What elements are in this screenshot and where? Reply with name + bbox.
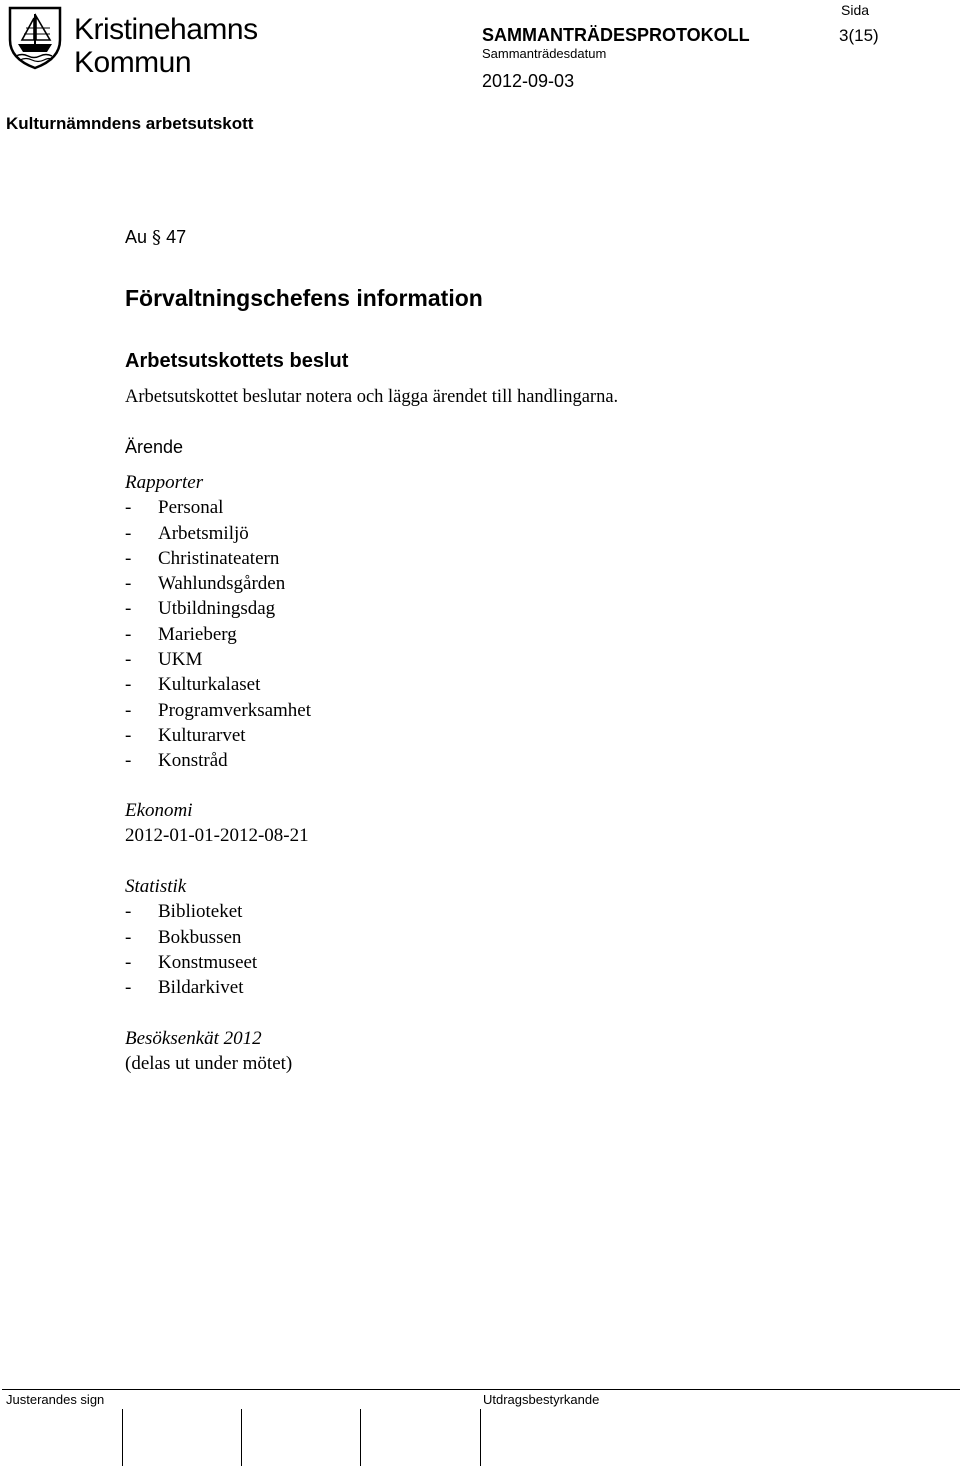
list-item (125, 899, 257, 924)
list-dash: - (125, 623, 132, 645)
list-item-label: Konstråd (158, 750, 228, 772)
paragraph-prefix: Au (125, 227, 148, 247)
survey-heading: Besöksenkät 2012 (125, 1028, 262, 1049)
survey-section (125, 1026, 292, 1077)
list-dash: - (125, 674, 132, 696)
signature-box-divider (122, 1409, 123, 1466)
list-item (125, 723, 311, 748)
economy-section (125, 798, 309, 849)
reports-heading: Rapporter (125, 472, 204, 493)
page-label: Sida (841, 2, 870, 18)
survey-note: (delas ut under mötet) (125, 1053, 293, 1075)
logo-text-line1: Kristinehamns (74, 13, 258, 46)
paragraph-number: 47 (166, 227, 187, 247)
meeting-date-label: Sammanträdesdatum (482, 46, 607, 61)
statistics-section (125, 874, 257, 1000)
list-item (125, 495, 311, 520)
list-dash: - (125, 901, 132, 923)
decision-text: Arbetsutskottet beslutar notera och lägga ärendet till handlingarna. (125, 387, 619, 407)
list-dash: - (125, 547, 132, 569)
list-item (125, 521, 311, 546)
list-item-label: Kulturkalaset (158, 674, 261, 696)
economy-heading: Ekonomi (125, 800, 193, 821)
list-dash: - (125, 750, 132, 772)
list-dash: - (125, 926, 132, 948)
statistics-heading: Statistik (125, 876, 187, 897)
list-dash: - (125, 724, 132, 746)
list-dash: - (125, 699, 132, 721)
list-dash: - (125, 522, 132, 544)
economy-period: 2012-01-01-2012-08-21 (125, 825, 309, 847)
document-type: SAMMANTRÄDESPROTOKOLL (482, 25, 750, 45)
reports-list (125, 495, 311, 773)
list-item (125, 748, 311, 773)
ship-crest-icon (6, 4, 64, 70)
list-item-label: Biblioteket (158, 901, 243, 923)
list-dash: - (125, 598, 132, 620)
statistics-list (125, 899, 257, 1000)
list-item-label: Personal (158, 497, 224, 519)
list-item (125, 571, 311, 596)
matter-heading: Ärende (125, 437, 184, 457)
page-number: 3(15) (839, 26, 879, 45)
list-item-label: Arbetsmiljö (158, 522, 249, 544)
list-item-label: Marieberg (158, 623, 237, 645)
list-item-label: Bokbussen (158, 926, 242, 948)
footer-divider (2, 1389, 960, 1390)
committee-name: Kulturnämndens arbetsutskott (6, 114, 254, 133)
list-item (125, 925, 257, 950)
list-item (125, 622, 311, 647)
list-item-label: UKM (158, 649, 203, 671)
reports-section (125, 470, 311, 774)
list-item-label: Wahlundsgården (158, 573, 286, 595)
signature-box-divider (241, 1409, 242, 1466)
list-item-label: Christinateatern (158, 547, 280, 569)
list-item (125, 975, 257, 1000)
list-dash: - (125, 649, 132, 671)
signature-box-divider (360, 1409, 361, 1466)
list-dash: - (125, 951, 132, 973)
list-item (125, 596, 311, 621)
list-dash: - (125, 977, 132, 999)
logo-text-line2: Kommun (74, 46, 192, 79)
list-item-label: Utbildningsdag (158, 598, 276, 620)
list-item-label: Kulturarvet (158, 724, 246, 746)
page-title: Förvaltningschefens information (125, 285, 483, 311)
decision-heading: Arbetsutskottets beslut (125, 350, 349, 372)
footer-sign-label: Justerandes sign (6, 1392, 105, 1407)
list-item (125, 647, 311, 672)
meeting-date: 2012-09-03 (482, 71, 575, 91)
list-item (125, 950, 257, 975)
list-item (125, 546, 311, 571)
footer-extract-label: Utdragsbestyrkande (483, 1392, 600, 1407)
list-dash: - (125, 497, 132, 519)
signature-box-divider (480, 1409, 481, 1466)
paragraph-symbol: § (152, 227, 162, 248)
list-item-label: Programverksamhet (158, 699, 312, 721)
list-item-label: Bildarkivet (158, 977, 244, 999)
list-item (125, 698, 311, 723)
list-item (125, 672, 311, 697)
list-dash: - (125, 573, 132, 595)
list-item-label: Konstmuseet (158, 951, 258, 973)
paragraph-reference (125, 227, 186, 248)
